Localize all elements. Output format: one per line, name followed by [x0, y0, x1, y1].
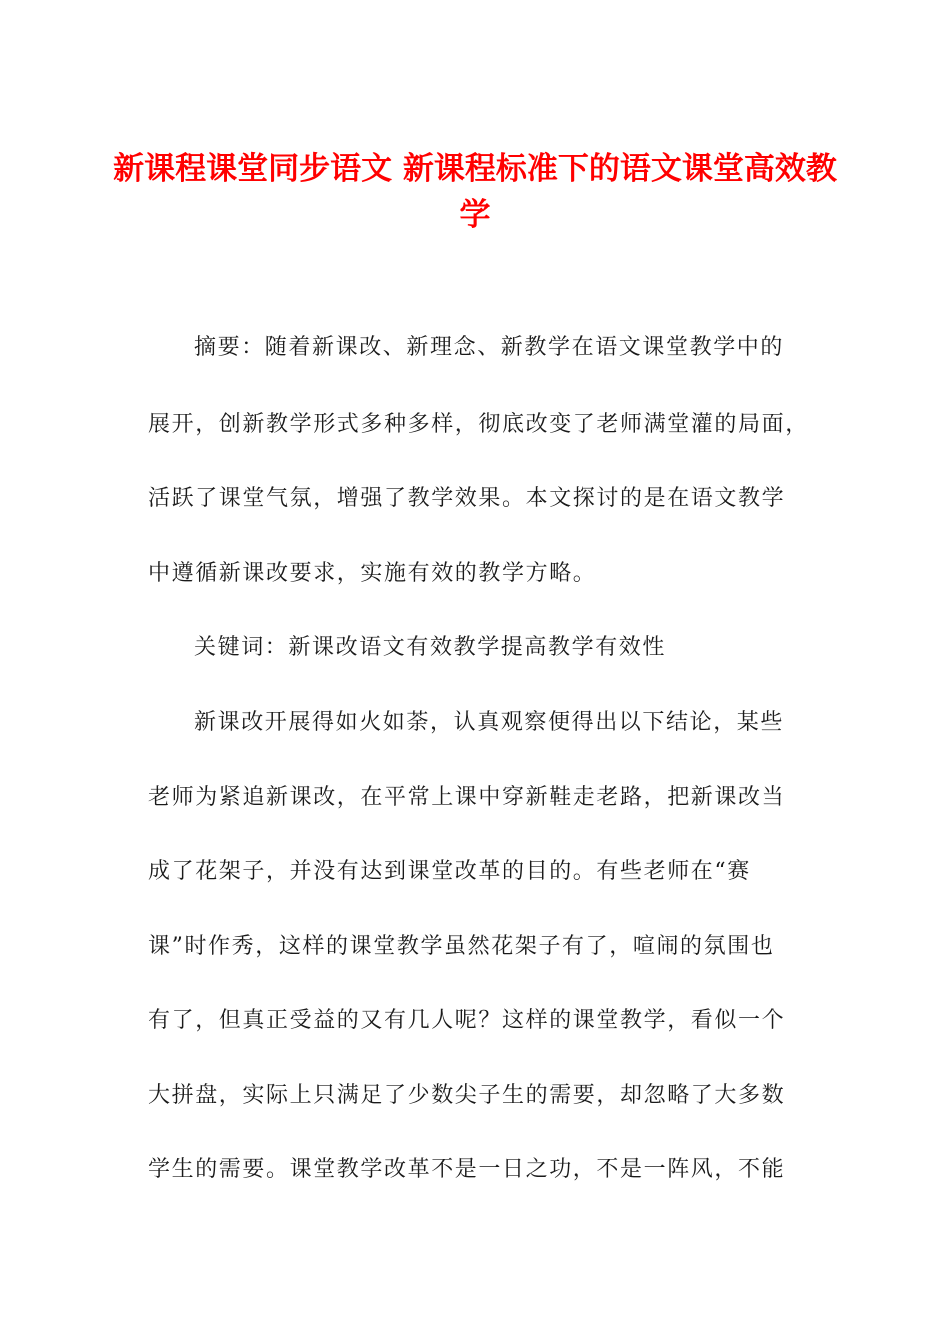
abstract-line-2: 展开，创新教学形式多种多样，彻底改变了老师满堂灌的局面， — [148, 412, 809, 437]
body-line-3: 成了花架子，并没有达到课堂改革的目的。有些老师在“赛 — [148, 859, 751, 884]
body-line-6: 大拼盘，实际上只满足了少数尖子生的需要，却忽略了大多数 — [148, 1083, 786, 1108]
body-line-2: 老师为紧追新课改，在平常上课中穿新鞋走老路，把新课改当 — [148, 785, 786, 810]
abstract-line-3: 活跃了课堂气氛，增强了教学效果。本文探讨的是在语文教学 — [148, 486, 786, 511]
body-line-1: 新课改开展得如火如荼，认真观察便得出以下结论，某些 — [194, 710, 785, 735]
document-title: 新课程课堂同步语文 新课程标准下的语文课堂高效教学 — [113, 151, 837, 233]
body-line-7: 学生的需要。课堂教学改革不是一日之功，不是一阵风，不能 — [148, 1157, 786, 1182]
keywords-line: 关键词：新课改语文有效教学提高教学有效性 — [194, 635, 667, 660]
abstract-line-4: 中遵循新课改要求，实施有效的教学方略。 — [148, 561, 597, 586]
body-line-5: 有了，但真正受益的又有几人呢？这样的课堂教学，看似一个 — [148, 1008, 786, 1033]
body-line-4: 课”时作秀，这样的课堂教学虽然花架子有了，喧闹的氛围也 — [148, 934, 775, 959]
abstract-line-1: 摘要：随着新课改、新理念、新教学在语文课堂教学中的 — [194, 335, 785, 360]
